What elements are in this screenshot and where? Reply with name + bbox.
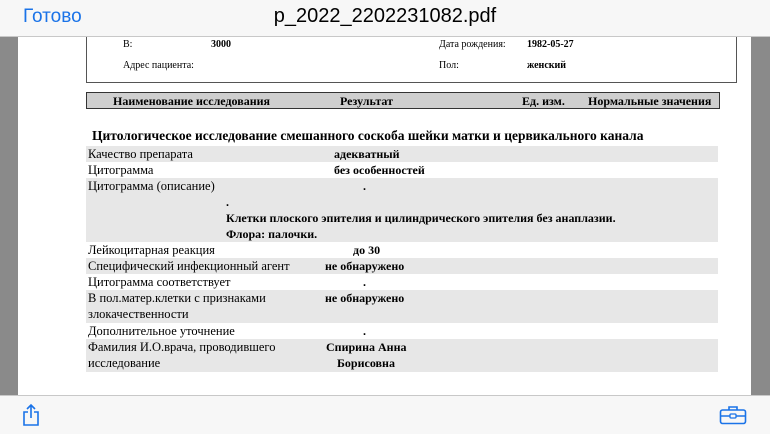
doctor-patronymic: Борисовна: [337, 356, 395, 370]
document-title: p_2022_2202231082.pdf: [273, 5, 497, 27]
bottom-toolbar: [0, 395, 770, 434]
row-label: Фамилия И.О.врача, проводившего: [88, 340, 276, 354]
table-row: [86, 323, 718, 339]
table-row: [86, 339, 718, 372]
row-value: без особенностей: [334, 163, 425, 177]
row-label-cont: исследование: [88, 356, 161, 370]
row-label: Дополнительное уточнение: [88, 324, 235, 338]
age-label: В:: [123, 39, 133, 50]
header-unit: Ед. изм.: [522, 94, 565, 108]
row-label-cont: злокачественности: [88, 307, 189, 321]
table-row: [86, 178, 718, 242]
row-value: .: [363, 179, 366, 193]
sex-label: Пол:: [439, 60, 459, 71]
patient-info-box: [86, 37, 737, 83]
share-button[interactable]: [22, 403, 40, 432]
table-row: [86, 162, 718, 178]
section-title: Цитологическое исследование смешанного соскоба шейки матки и цервикального канала: [92, 128, 644, 143]
description-line: .: [226, 195, 229, 209]
table-row: [86, 274, 718, 290]
table-row: [86, 290, 718, 323]
row-label: В пол.матер.клетки с признаками: [88, 291, 266, 305]
row-value: .: [363, 324, 366, 338]
row-value: не обнаружено: [325, 259, 405, 273]
doctor-name: Спирина Анна: [326, 340, 407, 354]
results-table-header: [86, 92, 720, 109]
table-row: [86, 242, 718, 258]
header-name: Наименование исследования: [113, 94, 271, 108]
top-navigation-bar: [0, 0, 770, 37]
description-line: Флора: палочки.: [226, 227, 318, 241]
header-result: Результат: [340, 94, 394, 108]
row-label: Цитограмма: [88, 163, 154, 177]
sex-value: женский: [527, 60, 567, 71]
header-normal: Нормальные значения: [588, 94, 712, 108]
row-value: .: [363, 275, 366, 289]
pdf-page[interactable]: [18, 37, 751, 395]
done-button[interactable]: Готово: [23, 6, 82, 27]
row-label: Специфический инфекционный агент: [88, 259, 290, 273]
row-label: Качество препарата: [88, 147, 193, 161]
row-value: адекватный: [334, 147, 400, 161]
row-value: до 30: [353, 243, 381, 257]
row-value: не обнаружено: [325, 291, 405, 305]
age-value: 3000: [211, 39, 231, 50]
address-label: Адрес пациента:: [123, 60, 194, 71]
dob-label: Дата рождения:: [439, 39, 506, 50]
table-row: [86, 146, 718, 162]
row-label: Цитограмма (описание): [88, 179, 215, 193]
markup-button[interactable]: [719, 405, 747, 430]
row-label: Цитограмма соответствует: [88, 275, 231, 289]
share-icon: [22, 403, 40, 427]
toolbox-icon: [719, 405, 747, 425]
description-line: Клетки плоского эпителия и цилиндрического эпителия без анаплазии.: [226, 211, 616, 225]
row-label: Лейкоцитарная реакция: [88, 243, 215, 257]
dob-value: 1982-05-27: [527, 39, 574, 50]
table-row: [86, 258, 718, 274]
